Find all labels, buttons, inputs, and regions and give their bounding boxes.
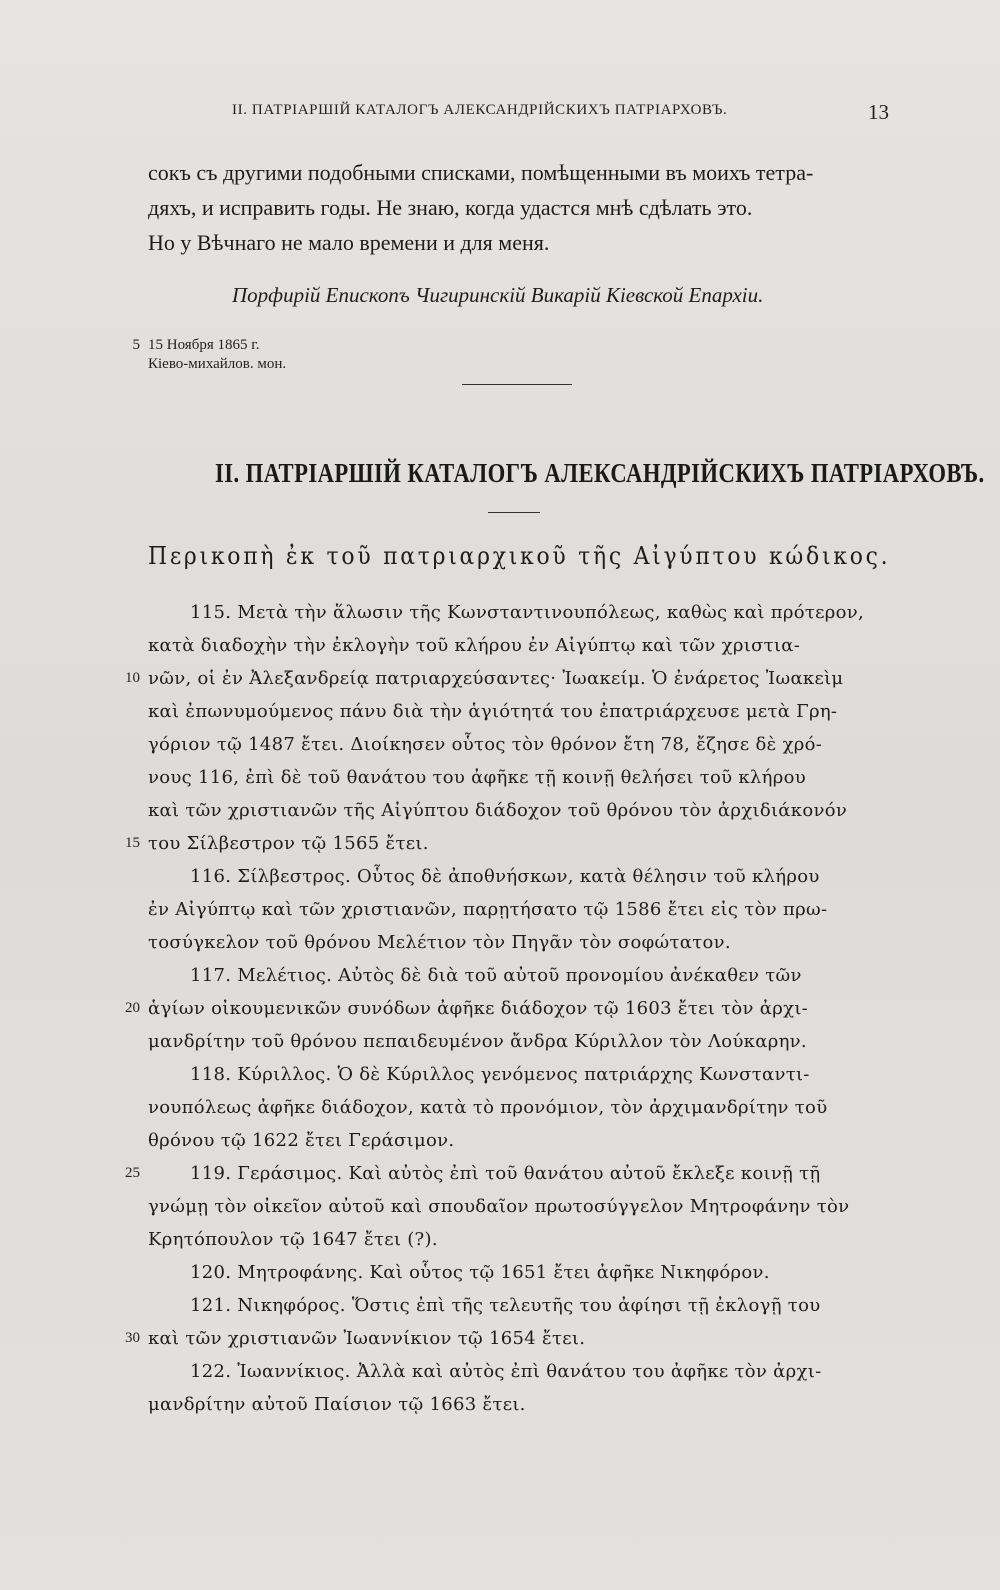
letter-line: сокъ съ другими подобными списками, помѣщенными въ моихъ тетра- [148,160,814,185]
body-line: μανδρίτην αὐτοῦ Παίσιον τῷ 1663 ἔτει. [148,1394,526,1415]
body-line: γνώμῃ τὸν οἰκεῖον αὐτοῦ καὶ σπουδαῖον πρωτοσύγγελον Μητροφάνην τὸν [148,1196,850,1217]
body-line: ἐν Αἰγύπτῳ καὶ τῶν χριστιανῶν, παρῃτήσατο τῷ 1586 ἔτει εἰς τὸν πρω- [148,899,828,920]
letter-line: Но у Вѣчнаго не мало времени и для меня. [148,230,550,255]
page-number: 13 [868,100,889,124]
body-line: Κρητόπουλον τῷ 1647 ἔτει (?). [148,1229,438,1250]
line-number: 10 [125,670,140,686]
body-line: 120. Μητροφάνης. Καὶ οὗτος τῷ 1651 ἔτει ἀφῆκε Νικηφόρον. [190,1262,770,1283]
body-line: 117. Μελέτιος. Αὐτὸς δὲ διὰ τοῦ αὐτοῦ προνομίου ἀνέκαθεν τῶν [190,965,802,986]
body-line: 121. Νικηφόρος. Ὅστις ἐπὶ τῆς τελευτῆς του ἀφίησι τῇ ἐκλογῇ του [190,1295,821,1316]
body-line: θρόνου τῷ 1622 ἔτει Γεράσιμον. [148,1130,455,1151]
signature: Порфирій Епископъ Чигиринскій Викарій Кіевской Епархіи. [232,283,764,307]
body-line: νουπόλεως ἀφῆκε διάδοχον, κατὰ τὸ προνόμιον, τὸν ἀρχιμανδρίτην τοῦ [148,1097,828,1118]
body-line: καὶ τῶν χριστιανῶν τῆς Αἰγύπτου διάδοχον τοῦ θρόνου τὸν ἀρχιδιάκονόν [148,800,848,821]
line-number: 20 [125,1000,140,1016]
line-number: 30 [125,1330,140,1346]
body-line: του Σίλβεστρον τῷ 1565 ἔτει. [148,833,429,854]
body-line: 116. Σίλβεστρος. Οὗτος δὲ ἀποθνήσκων, κατὰ θέλησιν τοῦ κλήρου [190,866,820,887]
body-line: γόριον τῷ 1487 ἔτει. Διοίκησεν οὗτος τὸν θρόνον ἔτη 78, ἔζησε δὲ χρό- [148,734,823,755]
body-line: 115. Μετὰ τὴν ἅλωσιν τῆς Κωνσταντινουπόλεως, καθὼς καὶ πρότερον, [190,602,865,623]
letter-place: Кіево-михайлов. мон. [148,356,287,372]
section-title: II. ПАТРІАРШІЙ КАТАЛОГЪ АЛЕКСАНДРІЙСКИХЪ ПАТРІАРХОВЪ. [215,458,985,488]
letter-line: дяхъ, и исправить годы. Не знаю, когда удастся мнѣ сдѣлать это. [148,195,753,220]
title-underline-rule [488,512,540,513]
line-number: 25 [125,1165,140,1181]
body-line: καὶ τῶν χριστιανῶν Ἰωαννίκιον τῷ 1654 ἔτει. [148,1328,586,1349]
body-line: 122. Ἰωαννίκιος. Ἀλλὰ καὶ αὐτὸς ἐπὶ θανάτου του ἀφῆκε τὸν ἀρχι- [190,1361,822,1382]
body-line: 119. Γεράσιμος. Καὶ αὐτὸς ἐπὶ τοῦ θανάτου αὐτοῦ ἔκλεξε κοινῇ τῇ [190,1163,821,1184]
running-header: II. ПАТРІАРШІЙ КАТАЛОГЪ АЛЕКСАНДРІЙСКИХЪ ПАТРІАРХОВЪ. [232,102,728,118]
body-line: 118. Κύριλλος. Ὁ δὲ Κύριλλος γενόμενος πατριάρχης Κωνσταντι- [190,1064,810,1085]
body-line: τοσύγκελον τοῦ θρόνου Μελέτιον τὸν Πηγᾶν τὸν σοφώτατον. [148,932,731,953]
body-line: μανδρίτην τοῦ θρόνου πεπαιδευμένον ἄνδρα Κύριλλον τὸν Λούκαρην. [148,1031,807,1052]
line-number: 15 [125,835,140,851]
body-line: νῶν, οἱ ἐν Ἀλεξανδρείᾳ πατριαρχεύσαντες· Ἰωακείμ. Ὁ ἐνάρετος Ἰωακεὶμ [148,668,844,689]
divider-rule [462,384,572,385]
line-number: 5 [132,337,140,353]
body-line: κατὰ διαδοχὴν τὴν ἐκλογὴν τοῦ κλήρου ἐν Αἰγύπτῳ καὶ τῶν χριστια- [148,635,801,656]
letter-date: 15 Ноября 1865 г. [148,337,260,353]
body-line: νους 116, ἐπὶ δὲ τοῦ θανάτου του ἀφῆκε τῇ κοινῇ θελήσει τοῦ κλήρου [148,767,806,788]
body-line: ἁγίων οἰκουμενικῶν συνόδων ἀφῆκε διάδοχον τῷ 1603 ἔτει τὸν ἀρχι- [148,998,809,1019]
body-line: καὶ ἐπωνυμούμενος πάνυ διὰ τὴν ἁγιότητά του ἐπατριάρχευσε μετὰ Γρη- [148,701,838,722]
section-subtitle: Περικοπὴ ἐκ τοῦ πατριαρχικοῦ τῆς Αἰγύπτου κώδικος. [148,542,891,570]
